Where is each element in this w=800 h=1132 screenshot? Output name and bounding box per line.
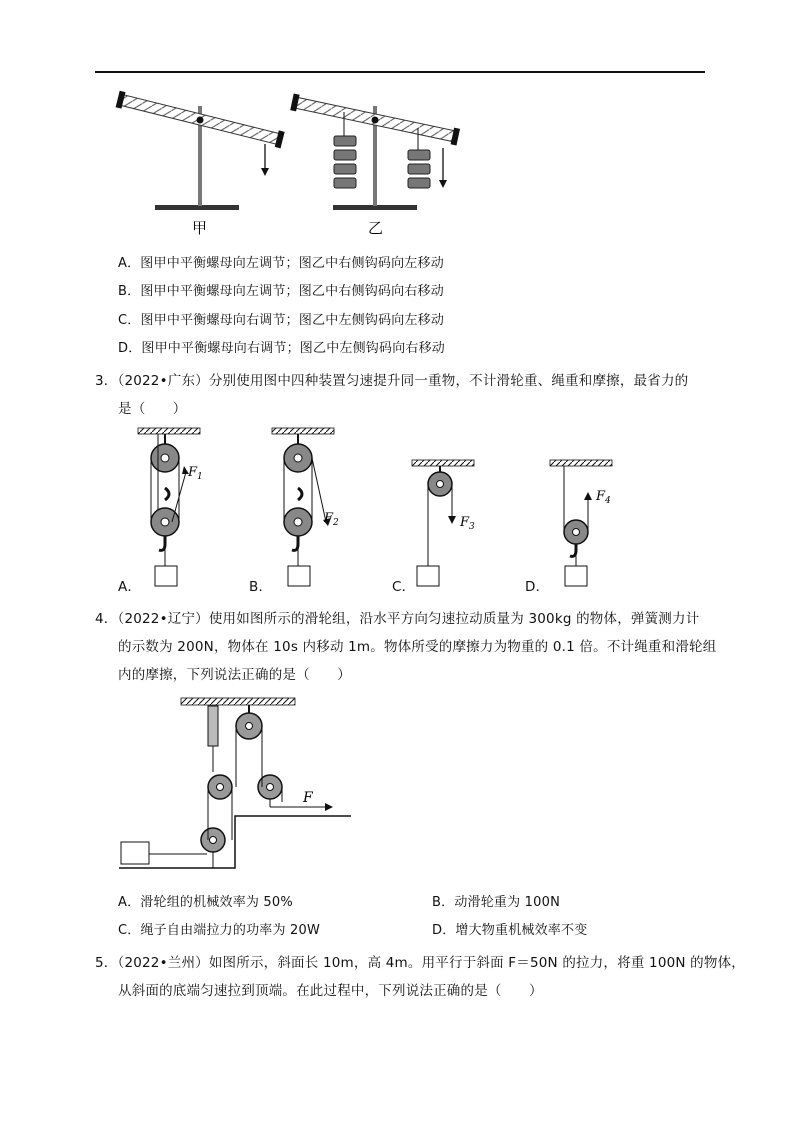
force-f3: $F_3$: [460, 515, 475, 532]
q4-stem-line3: 内的摩擦，下列说法正确的是（ ）: [118, 667, 351, 683]
q3-stem-line2: 是（ ）: [118, 401, 187, 417]
q2-option-a: A．图甲中平衡螺母向左调节；图乙中右侧钩码向左移动: [118, 256, 444, 271]
q4-option-c: C．绳子自由端拉力的功率为 20W: [118, 923, 321, 938]
q4-stem-line2: 的示数为 200N，物体在 10s 内移动 1m。物体所受的摩擦力为物重的 0.1 倍。不计绳重和滑轮组: [118, 639, 717, 655]
q5-stem-line1: 5．（2022•兰州）如图所示，斜面长 10m，高 4m。用平行于斜面 F＝50N 的拉力，将重 100N 的物体，: [95, 955, 745, 971]
lever-balance-figure: [110, 88, 470, 238]
q4-option-b: B．动滑轮重为 100N: [432, 895, 560, 910]
pulley-figures: [110, 420, 610, 600]
q3-fig-label-d: D．: [525, 579, 550, 595]
q3-fig-label-c: C．: [392, 579, 416, 595]
header-rule: [95, 71, 705, 73]
force-f1: $F_1$: [188, 465, 203, 482]
pulley-block-figure: [115, 692, 355, 872]
force-f4: $F_4$: [596, 489, 611, 506]
q3-fig-label-b: B．: [249, 579, 273, 595]
q4-force-f-label: F: [303, 790, 313, 806]
label-yi: 乙: [368, 219, 384, 237]
q2-option-c: C．图甲中平衡螺母向右调节；图乙中左侧钩码向左移动: [118, 313, 445, 328]
q5-stem-line2: 从斜面的底端匀速拉到顶端。在此过程中，下列说法正确的是（ ）: [118, 983, 543, 999]
lever-yi: [290, 94, 460, 210]
pulley-setup-a: [138, 428, 203, 586]
q3-stem-line1: 3．（2022•广东）分别使用图中四种装置匀速提升同一重物，不计滑轮重、绳重和摩擦，最省力的: [95, 373, 689, 389]
q4-option-a: A．滑轮组的机械效率为 50%: [118, 895, 293, 910]
q4-option-d: D．增大物重机械效率不变: [432, 923, 588, 938]
pulley-setup-b: [272, 428, 339, 586]
q2-option-b: B．图甲中平衡螺母向左调节；图乙中右侧钩码向右移动: [118, 284, 444, 299]
q3-fig-label-a: A．: [118, 579, 142, 595]
q2-option-d: D．图甲中平衡螺母向右调节；图乙中左侧钩码向右移动: [118, 341, 446, 356]
q4-stem-line1: 4．（2022•辽宁）使用如图所示的滑轮组，沿水平方向匀速拉动质量为 300kg 的物体，弹簧测力计: [95, 611, 700, 627]
force-f2: $F_2$: [324, 511, 339, 528]
lever-jia: [116, 91, 285, 210]
pulley-setup-d: [550, 460, 612, 586]
label-jia: 甲: [192, 219, 208, 237]
pulley-setup-c: [412, 460, 475, 586]
